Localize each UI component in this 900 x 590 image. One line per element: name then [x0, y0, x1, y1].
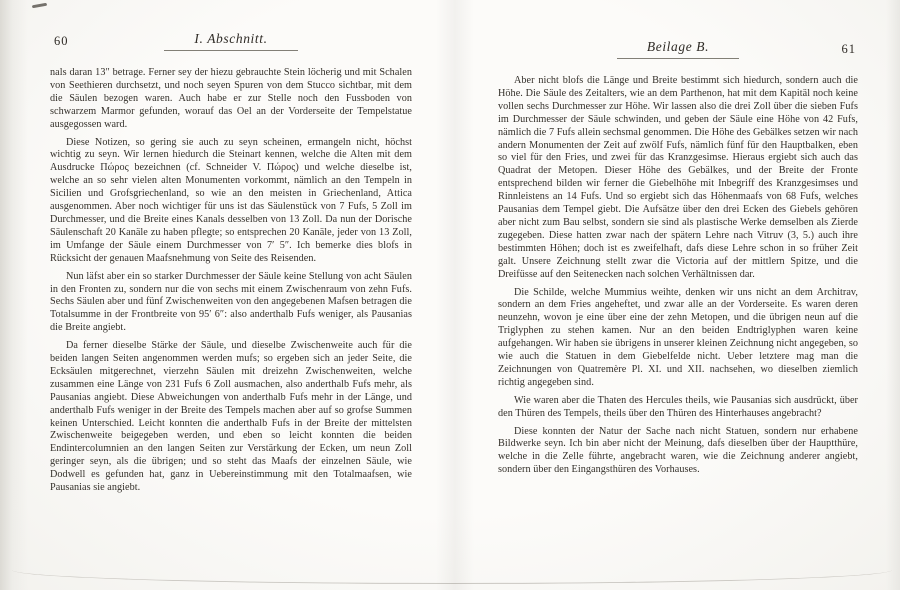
- scan-artifact: [32, 3, 47, 9]
- left-text-block: [50, 67, 412, 495]
- left-page-header: [50, 30, 412, 56]
- page-edge-shading-left: [0, 0, 28, 590]
- running-title-left: I. Abschnitt.: [164, 31, 297, 51]
- right-page: [498, 0, 858, 590]
- paragraph: nals daran 13″ betrage. Ferner sey der hiezu gebrauchte Stein löcherig und mit Schalen von Seethieren durchsetzt, und noch seyen Spuren von dem Stucco sichtbar, mit dem die Säulen bezogen waren. Auch habe er zur Stelle noch den Fussboden von schwarzem Marmor gefunden, worauf das Oel an der Vorderseite der Tempelstatue ausgegossen ward.: [50, 67, 412, 130]
- left-page: [50, 0, 412, 590]
- paragraph: Diese konnten der Natur der Sache nach nicht Statuen, sondern nur erhabene Bildwerke seyn. Ich bin aber nicht der Meinung, dafs dieselben über der Hauptthüre, welche in die Zelle führte, angebracht waren, wie die Zeichnung anderer angiebt, sondern über den Eingangsthüren des Vorhauses.: [498, 425, 858, 476]
- paragraph: Da ferner dieselbe Stärke der Säule, und dieselbe Zwischenweite auch für die beiden langen Seiten angenommen werden mufs; so ergeben sich an jeder Seite, die Ecksäulen mitgerechnet, vierzehn Säulen mit dreizehn Zwischenweiten, welche zusammen eine Länge von 231 Fufs 6 Zoll ausmachen, also anderthalb Fufs mehr, als Pausanias angiebt. Diese Abweichungen von anderthalb Fufs mehr in der Länge, und anderthalb Fufs weniger in der Breite des Tempels machen aber auf so grofse Summen keinen Unterschied. Leicht konnten die anderthalb Fufs in der Breite der mittelsten Zwischenweite beigegeben werden, und eben so leicht konnten die beiden Endintercolumnien an den langen Seiten zur Verstärkung der Ecken, um neun Zoll geringer seyn, als die übrigen; und so steht das Maafs der einzelnen Säule, wie Dodwell es gefunden hat, ganz in Uebereinstimmung mit den Totalmaafsen, wie Pausanias sie angiebt.: [50, 340, 412, 494]
- right-text-block: [498, 75, 858, 477]
- paragraph: Aber nicht blofs die Länge und Breite bestimmt sich hiedurch, sondern auch die Höhe. Die Säule des Zeitalters, wie an dem Parthenon, hat mit dem Kapitäl noch keine vollen sechs Durchmesser zur Höhe. Wir lassen also die drei Zoll über die sieben Fufs im Durchmesser der Säule schwinden, und geben der Säule eine Höhe von 42 Fufs, nämlich die 7 Fufs allein sechsmal genommen. Die Höhe des Gebälkes setzen wir nach andern Monumenten der Zeit auf zwölf Fufs, nämlich fünf für den Hauptbalken, eben so viel für den Fries, und zwei für das Kranzgesimse. Hieraus ergiebt sich auch das Quadrat der Metopen. Dieser Höhe des Gebälkes, und der Breite der Fronte entsprechend bilden wir ferner die Giebelhöhe mit Inbegriff des Kranzgesimses und Rinnleistens an 14 Fufs. Und so ergiebt sich das Höhenmaafs von 68 Fufs, welches Pausanias dem Tempel giebt. Die Aufsätze über den drei Ecken des Giebels gehören aber nicht zum Bau selbst, sondern sie sind als plastische Werke demselben als Zierde zugegeben. Diese hatten zwar nach der spätern Lehre nach Vitruv (3, 5.) auch ihre bestimmten Höhen; doch ist es zweifelhaft, dafs diese Lehre schon in so früher Zeit galt. Unsere Zeichnung stellt zwar die Victoria auf der mittlern Spitze, und die Dreifüsse auf den Seitenecken nach solchen Verhältnissen dar.: [498, 75, 858, 280]
- paragraph: Nun läfst aber ein so starker Durchmesser der Säule keine Stellung von acht Säulen in den Fronten zu, sondern nur die von sechs mit einem Zwischenraum von zehn Fufs. Sechs Säulen aber und fünf Zwischenweiten von den angegebenen Mafsen betragen die Totalsumme in der Frontbreite von 95′ 6″: also anderthalb Fufs weniger, als Pausanias die Breite angiebt.: [50, 270, 412, 334]
- right-page-header: [498, 38, 858, 64]
- page-number-right: 61: [841, 42, 856, 56]
- page-edge-shading-right: [886, 0, 900, 590]
- paragraph: Diese Notizen, so gering sie auch zu seyn scheinen, ermangeln nicht, höchst wichtig zu seyn. Wir lernen hiedurch die Steinart kennen, welche die Alten mit dem Ausdrucke Πώρος bezeichnen (cf. Schneider V. Πώρος) und welche dieselbe ist, welche an so sehr vielen alten Monumenten vorkommt, nämlich an den Tempeln in Sicilien und Grofsgriechenland, so wie an den meisten in Griechenland, Attica ausgenommen. Aber noch wichtiger für uns ist das Säulenstück von 7 Fufs, 5 Zoll im Durchmesser, und die Breite eines Kanals desselben von 13 Zoll. Da nun der Dorische Säulenschaft 20 Kanäle zu haben pflegte; so entsprechen 20 Kanäle, jeder von 13 Zoll, im Umfange der Säule einem Durchmesser von 7′ 5″. Ich bemerke dies blofs in Rücksicht der genauen Maafsnehmung von Seite des Reisenden.: [50, 136, 412, 264]
- running-title-right: Beilage B.: [617, 39, 739, 59]
- spine-gutter-shading: [436, 0, 474, 590]
- paragraph: Die Schilde, welche Mummius weihte, denken wir uns nicht an dem Architrav, sondern an dem Fries angeheftet, und zwar alle an der Vorderseite. Es waren deren neunzehn, wovon je eine über eine der zehn Metopen, und die übrigen neun auf die Triglyphen zu stehen kamen. Nur an den beiden Endtriglyphen waren keine aufgehangen. Wir haben sie übrigens in unserer kleinen Zeichnung nicht angegeben, so wie auch die Statuen in dem Giebelfelde nicht. Ueber letztere mag man die Zeichnungen von Quatremère Pl. XI. und XII. nachsehen, wo dieselben ziemlich richtig angegeben sind.: [498, 286, 858, 388]
- paragraph: Wie waren aber die Thaten des Hercules theils, wie Pausanias sich ausdrückt, über den Thüren des Tempels, theils über den Thüren des Hinterhauses angebracht?: [498, 394, 858, 419]
- page-number-left: 60: [54, 34, 69, 48]
